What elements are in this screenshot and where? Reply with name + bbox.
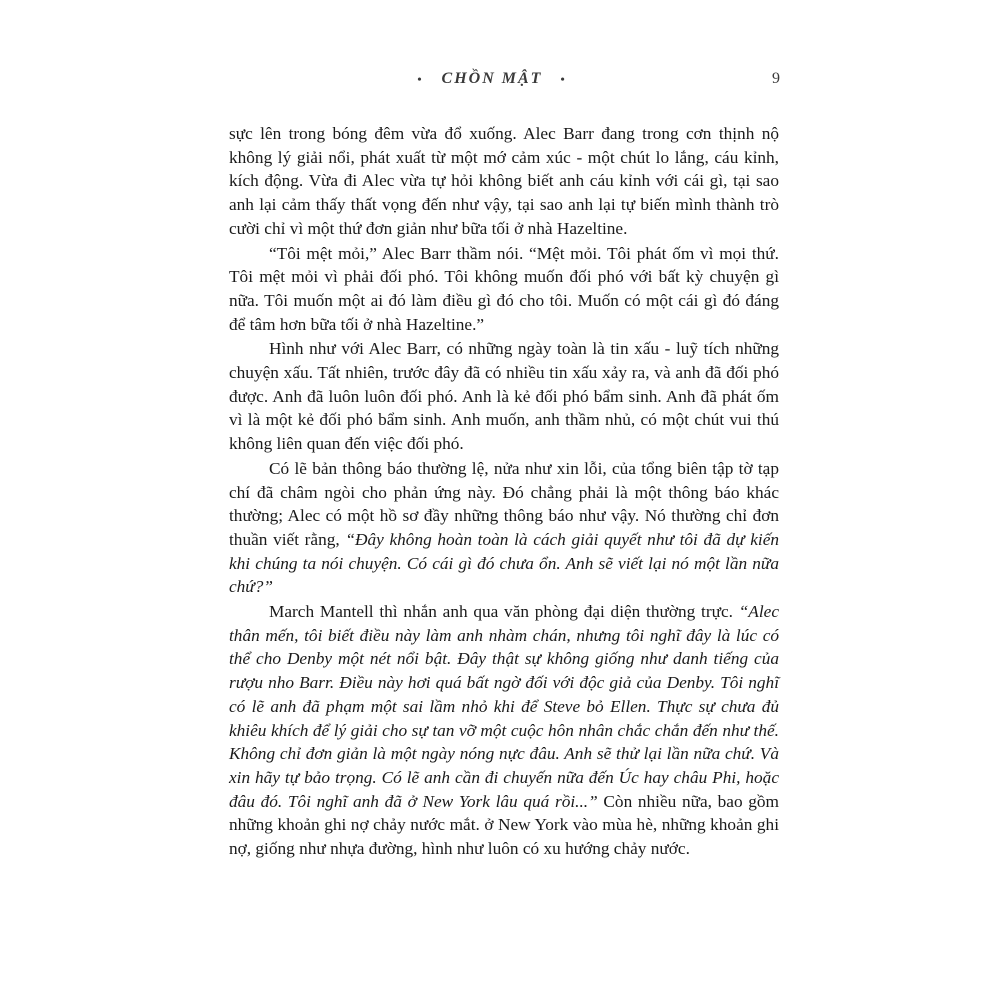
paragraph-5: [229, 600, 779, 861]
paragraph-1: [229, 122, 779, 241]
paragraph-1-text: sực lên trong bóng đêm vừa đổ xuống. Alec Barr đang trong cơn thịnh nộ không lý giải nổi, phát xuất từ một mớ cảm xúc - một chút lo lắng, cáu kỉnh, kích động. Vừa đi Alec vừa tự hỏi không biết anh cáu kỉnh với cái gì, tại sao anh lại cảm thấy thất vọng đến như vậy, tại sao anh lại tự biến mình thành trò cười chỉ vì một thứ đơn giản như bữa tối ở nhà Hazeltine.: [229, 124, 779, 238]
paragraph-5-text: March Mantell thì nhắn anh qua văn phòng đại diện thường trực.: [269, 602, 739, 622]
paragraph-2-text: “Tôi mệt mỏi,” Alec Barr thầm nói. “Mệt mỏi. Tôi phát ốm vì mọi thứ. Tôi mệt mỏi vì phải đối phó. Tôi không muốn đối phó với bất kỳ chuyện gì nữa. Tôi muốn một ai đó làm điều gì đó cho tôi. Muốn có một cái gì đó đáng để tâm hơn bữa tối ở nhà Hazeltine.”: [229, 243, 779, 334]
body-text: [229, 122, 779, 862]
paragraph-5-quote: “Alec thân mến, tôi biết điều này làm anh nhàm chán, nhưng tôi nghĩ đây là lúc có thể cho Denby một nét nổi bật. Đây thật sự không giống như danh tiếng của rượu nho Barr. Điều này hơi quá bất ngờ đối với độc giả của Denby. Tôi nghĩ có lẽ anh đã phạm một sai lầm nhỏ khi để Steve bỏ Ellen. Thực sự chưa đủ khiêu khích để lý giải cho sự tan vỡ một cuộc hôn nhân chắc chắn đến như thế. Không chỉ đơn giản là một ngày nóng nực đâu. Anh sẽ thử lại lần nữa chứ. Và xin hãy tự bảo trọng. Có lẽ anh cần đi chuyến nữa đến Úc hay châu Phi, hoặc đâu đó. Tôi nghĩ anh đã ở New York lâu quá rồi...”: [229, 602, 779, 811]
paragraph-3: [229, 337, 779, 456]
running-title: [0, 70, 984, 88]
page-number: 9: [772, 70, 780, 87]
paragraph-4-quote: “Đây không hoàn toàn là cách giải quyết như tôi đã dự kiến khi chúng ta nói chuyện. Có cái gì đó chưa ổn. Anh sẽ viết lại nó một lần nữa chứ?”: [229, 529, 780, 597]
book-title: CHỒN MẬT: [441, 70, 543, 87]
bullet-right: •: [560, 71, 567, 86]
bullet-left: •: [417, 71, 424, 86]
paragraph-4: [229, 457, 779, 599]
running-head: [0, 68, 984, 92]
paragraph-3-text: Hình như với Alec Barr, có những ngày toàn là tin xấu - luỹ tích những chuyện xấu. Tất nhiên, trước đây đã có nhiều tin xấu xảy ra, và anh đã đối phó được. Anh đã luôn luôn đối phó. Anh là kẻ đối phó bẩm sinh. Anh đã phát ốm vì là một kẻ đối phó bẩm sinh. Anh muốn, anh thầm nhủ, có một chút vui thú không liên quan đến việc đối phó.: [229, 339, 779, 454]
paragraph-5-tail: Còn nhiều nữa, bao gồm những khoản ghi nợ chảy nước mắt. ở New York vào mùa hè, những khoản ghi nợ, giống như nhựa đường, hình như luôn có xu hướng chảy nước.: [229, 791, 779, 859]
paragraph-2: [229, 242, 779, 337]
paragraph-4-text: Có lẽ bản thông báo thường lệ, nửa như xin lỗi, của tổng biên tập tờ tạp chí đã châm ngòi cho phản ứng này. Đó chẳng phải là một thông báo khác thường; Alec có một hồ sơ đầy những thông báo như vậy. Nó thường chỉ đơn thuần viết rằng,: [229, 458, 779, 549]
